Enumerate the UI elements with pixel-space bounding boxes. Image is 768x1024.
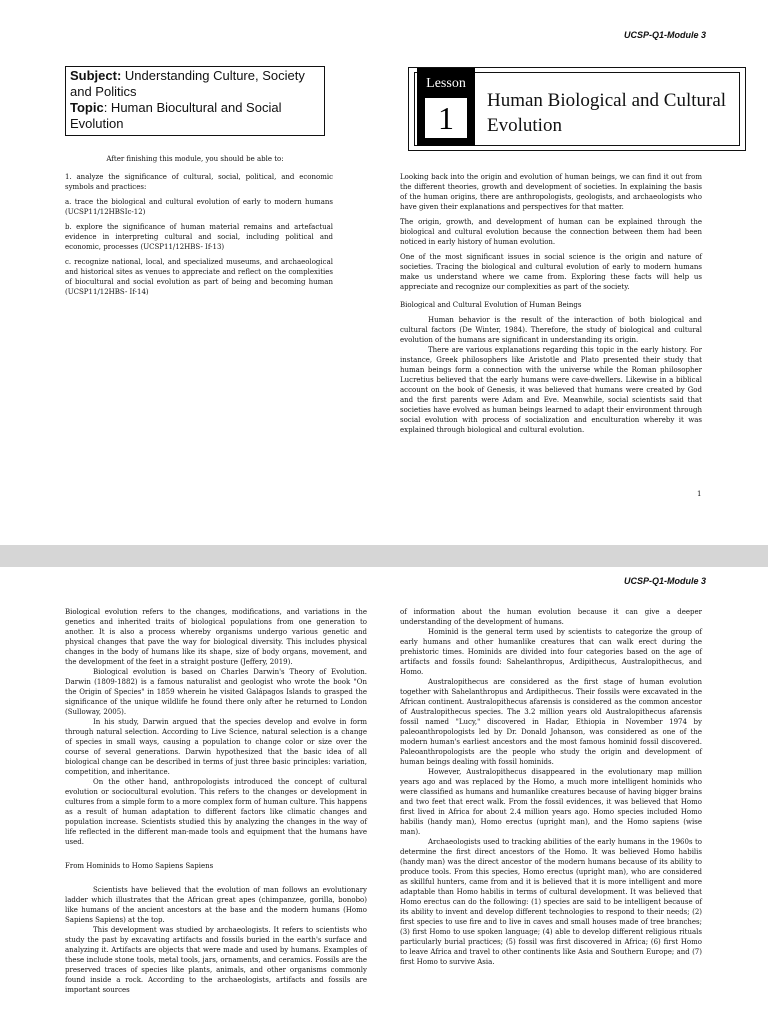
topic-text: : Human Biocultural and Social Evolution bbox=[70, 100, 282, 131]
subject-line bbox=[70, 68, 320, 100]
page-number: 1 bbox=[697, 490, 702, 498]
body-paragraph: Biological evolution refers to the changes, modifications, and variations in the genetics and inherited traits of biological populations from one generation to another. It is also a process whereby organisms undergo various genetic and physical changes that pave the way for biological diversity. This includes physical changes in the body of humans like its shape, size of body organs, movement, and the development of the feet in a straight posture (Jeffery, 2019). bbox=[65, 608, 367, 666]
section-paragraph: Human behavior is the result of the interaction of both biological and cultural factors (De Winter, 1984). Therefore, the study of biological and cultural evolution of the humans are significant in understanding its origin. bbox=[400, 316, 702, 344]
subject-text: Understanding Culture, Society and Politics bbox=[70, 68, 305, 99]
module-header: UCSP-Q1-Module 3 bbox=[623, 576, 706, 586]
intro-paragraph: One of the most significant issues in social science is the origin and nature of societies. Tracing the biological and cultural evolution of early to modern humans make us understand where we came from. Exploring these facts will help us appreciate and recognize our complexities as part of the society. bbox=[400, 253, 702, 291]
intro-paragraph: The origin, growth, and development of human can be explained through the biological and cultural evolution because the connection between them had been noticed in early history of human evolution. bbox=[400, 218, 702, 246]
section-paragraph: There are various explanations regarding this topic in the early history. For instance, Greek philosophers like Aristotle and Plato presented their study that human beings form a connection with the universe while the Roman philosopher Lucretius believed that the early humans were cave-dwellers. Likewise in a biblical account on the book of Genesis, it was believed that humans were created by God and the first parents were Adam and Eve. Meanwhile, social scientists said that societies have evolved as human beings learned to adapt their environment through social evolution with process of socialization and enculturation whereby it was explained through biological and cultural evolution. bbox=[400, 346, 702, 434]
body-paragraph: Australopithecus are considered as the first stage of human evolution together with Sahelanthropus and Ardipithecus. Their fossils were excavated in the African continent. Australopithecus afarensis is considered as the common ancestor of Australopithecus species. The 3.2 million years old Australopithecus afarensis fossil named "Lucy," discovered in Hadar, Ethiopia in November 1974 by paleoanthropologists led by Dr. Donald Johanson, was considered as one of the modern human's earliest ancestors and the most famous hominid fossil discovered. Paleoanthropologists are the people who study the origin and development of human beings dealing with fossil hominids. bbox=[400, 678, 702, 766]
topic-line bbox=[70, 100, 320, 132]
body-paragraph: Archaeologists used to tracking abilities of the early humans in the 1960s to determine the first direct ancestors of the Homo. It was believed Homo habilis (handy man) was the direct ancestor of the modern humans because of its ability to produce tools. From this species, Homo erectus (upright man), who are considered as skillful hunters, came from and it is believed that it is more intelligent and more adaptable than Homo habilis in terms of cultural development. It was believed that Homo erectus can do the following: (1) species are said to be intelligent because of its ability to invent and develop different technologies to respond to their needs; (2) first species to use fire and to live in caves and small houses made of tree branches; (3) first Homo to use spoken language; (4) able to develop different religious rituals particularly burial practices; (5) fossil was first discovered in Africa; (6) first Homo to leave Africa and travel to other continents like Asia and Southern Europe; and (7) first Homo to survive Asia. bbox=[400, 838, 702, 966]
lesson-tab bbox=[417, 68, 475, 146]
section-heading: Biological and Cultural Evolution of Human Beings bbox=[400, 301, 582, 309]
lesson-number: 1 bbox=[425, 98, 467, 138]
subject-label: Subject: bbox=[70, 68, 122, 83]
body-paragraph: On the other hand, anthropologists introduced the concept of cultural evolution or sociocultural evolution. This refers to the changes or development in cultures from a simple form to a more complex form of human culture. This happens as a result of human adaptation to different factors like climatic changes and population increase. Scientists studied this by analyzing the changes in the way of life reflected in the different man-made tools and equipment that the humans have used. bbox=[65, 778, 367, 846]
objectives-list bbox=[65, 172, 333, 302]
intro-paragraph: Looking back into the origin and evolution of human beings, we can find it out from the different theories, growth and development of societies. In explaining the basis of the human origins, there are anthropologists, geologists, and archaeologists who have given their explanations and perspectives for that matter. bbox=[400, 173, 702, 211]
right-column bbox=[400, 607, 702, 967]
module-header: UCSP-Q1-Module 3 bbox=[623, 30, 706, 40]
body-paragraph: This development was studied by archaeologists. It refers to scientists who study the past by excavating artifacts and fossils buried in the earth's surface and analyzing it. Artifacts are objects that were made and used by humans. Examples of these include stone tools, metal tools, jars, ornaments, and ceramics. Fossils are the preserved traces of species like plants, animals, and other organisms commonly found inside a rock. According to the archaeologists, artifacts and fossils are important sources bbox=[65, 926, 367, 994]
lesson-box bbox=[408, 67, 746, 151]
objective-item: c. recognize national, local, and specialized museums, and archaeological and historical sites as venues to appreciate and reflect on the complexities of biocultural and social evolution as part of being and becoming human (UCSP11/12HBS- If-14) bbox=[65, 258, 333, 296]
body-paragraph: However, Australopithecus disappeared in the evolutionary map million years ago and was replaced by the Homo, a much more intelligent hominids who were classified as humans and humanlike creatures because of having bigger brains and two feet that erect walk. From the fossil evidences, it was believed that Homo first lived in Africa for about 2.4 million years ago. Homo species included Homo habilis (handy man), Homo erectus (upright man), and the Homo sapiens (wise man). bbox=[400, 768, 702, 836]
objective-item: 1. analyze the significance of cultural, social, political, and economic symbols and practices: bbox=[65, 173, 333, 191]
body-paragraph: In his study, Darwin argued that the species develop and evolve in form through natural selection. According to Live Science, natural selection is a change of species in small ways, causing a population to change color or size over the course of several generations. Darwin hypothesized that the basic idea of all biological change can be described in terms of just three basic principles: variation, competition, and inheritance. bbox=[65, 718, 367, 776]
body-paragraph: Scientists have believed that the evolution of man follows an evolutionary ladder which illustrates that the African great apes (chimpanzee, gorilla, bonobo) like humans of the ancient ancestors at the base and the modern humans (Homo Sapiens Sapiens) at the top. bbox=[65, 886, 367, 924]
section-heading: From Hominids to Homo Sapiens Sapiens bbox=[65, 862, 214, 870]
left-column bbox=[65, 607, 367, 995]
page-2 bbox=[0, 567, 768, 1024]
subject-topic-box bbox=[65, 66, 325, 136]
body-paragraph: Biological evolution is based on Charles Darwin's Theory of Evolution. Darwin (1809-1882) is a famous naturalist and geologist who wrote the book "On the Origin of Species" in 1859 wherein he visited Galápagos Islands to grasped the significance of the unique wildlife he found there only after he returned to London (Sulloway, 2005). bbox=[65, 668, 367, 716]
body-paragraph: of information about the human evolution because it can give a deeper understanding of the development of humans. bbox=[400, 608, 702, 626]
objectives-intro: After finishing this module, you should be able to: bbox=[106, 155, 284, 163]
body-paragraph: Hominid is the general term used by scientists to categorize the group of early humans and other humanlike creatures that can walk erect during the prehistoric times. Hominids are divided into four categories based on the age of artifacts and fossils found: Sahelanthropus, Ardipithecus, Australopithecus, and Homo. bbox=[400, 628, 702, 676]
page-separator bbox=[0, 545, 768, 567]
intro-column bbox=[400, 172, 702, 440]
topic-label: Topic bbox=[70, 100, 104, 115]
objective-item: b. explore the significance of human material remains and artefactual evidence in interpreting cultural and social, including political and economic, processes (UCSP11/12HBS- If-13) bbox=[65, 223, 333, 251]
objective-item: a. trace the biological and cultural evolution of early to modern humans (UCSP11/12HBSIc-12) bbox=[65, 198, 333, 216]
lesson-title: Human Biological and Cultural Evolution bbox=[487, 90, 727, 136]
lesson-word: Lesson bbox=[426, 76, 466, 91]
